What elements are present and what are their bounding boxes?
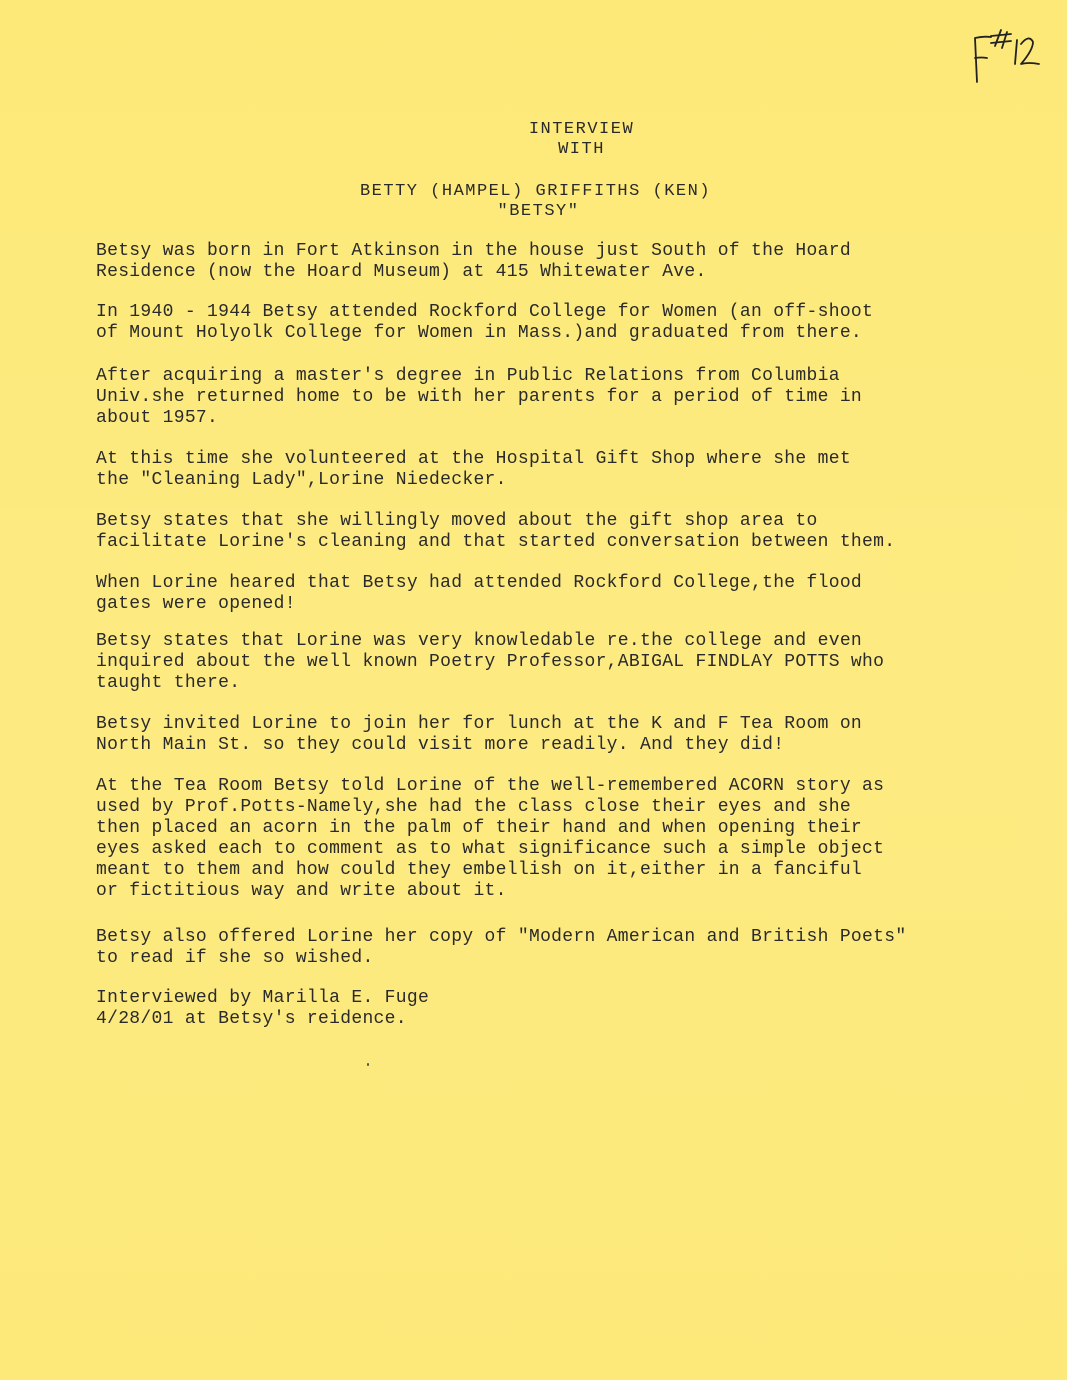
interview-title	[0, 120, 1067, 160]
title-line-1: INTERVIEW	[528, 120, 635, 139]
interview-subject	[0, 182, 1067, 222]
paper-speck	[367, 1063, 369, 1066]
handwritten-file-mark-drawing	[957, 24, 1043, 88]
interviewer-credit: Interviewed by Marilla E. Fuge 4/28/01 at Betsy's reidence.	[96, 988, 430, 1029]
subject-nickname: "BETSY"	[497, 202, 580, 221]
paragraph-gift-shop: At this time she volunteered at the Hospital Gift Shop where she met the "Cleaning Lady",Lorine Niedecker.	[96, 449, 851, 490]
paragraph-college: In 1940 - 1944 Betsy attended Rockford College for Women (an off-shoot of Mount Holyolk College for Women in Mass.)and graduated from there.	[96, 302, 874, 343]
paragraph-lunch: Betsy invited Lorine to join her for lunch at the K and F Tea Room on North Main St. so they could visit more readily. And they did!	[96, 714, 863, 755]
title-line-2: WITH	[558, 140, 605, 159]
paragraph-professor: Betsy states that Lorine was very knowledable re.the college and even inquired about the well known Poetry Professor,ABIGAL FINDLAY POTTS who taught there.	[96, 631, 885, 693]
subject-name: BETTY (HAMPEL) GRIFFITHS (KEN)	[359, 182, 712, 201]
paragraph-acorn-story: At the Tea Room Betsy told Lorine of the well-remembered ACORN story as used by Prof.Potts-Namely,she had the class close their eyes and she then placed an acorn in the palm of their hand and when opening their eyes asked each to comment as to what significance such a simple object meant to them and how could they embellish on it,either in a fanciful or fictitious way and write about it.	[96, 776, 885, 901]
handwritten-file-mark	[957, 24, 1043, 88]
paragraph-flood-gates: When Lorine heared that Betsy had attended Rockford College,the flood gates were opened!	[96, 573, 863, 614]
paragraph-masters: After acquiring a master's degree in Public Relations from Columbia Univ.she returned home to be with her parents for a period of time in about 1957.	[96, 366, 863, 428]
paragraph-birthplace: Betsy was born in Fort Atkinson in the house just South of the Hoard Residence (now the Hoard Museum) at 415 Whitewater Ave.	[96, 241, 851, 282]
paragraph-poetry-book: Betsy also offered Lorine her copy of "Modern American and British Poets" to read if she so wished.	[96, 927, 907, 968]
paragraph-conversation: Betsy states that she willingly moved about the gift shop area to facilitate Lorine's cleaning and that started conversation between them.	[96, 511, 896, 552]
